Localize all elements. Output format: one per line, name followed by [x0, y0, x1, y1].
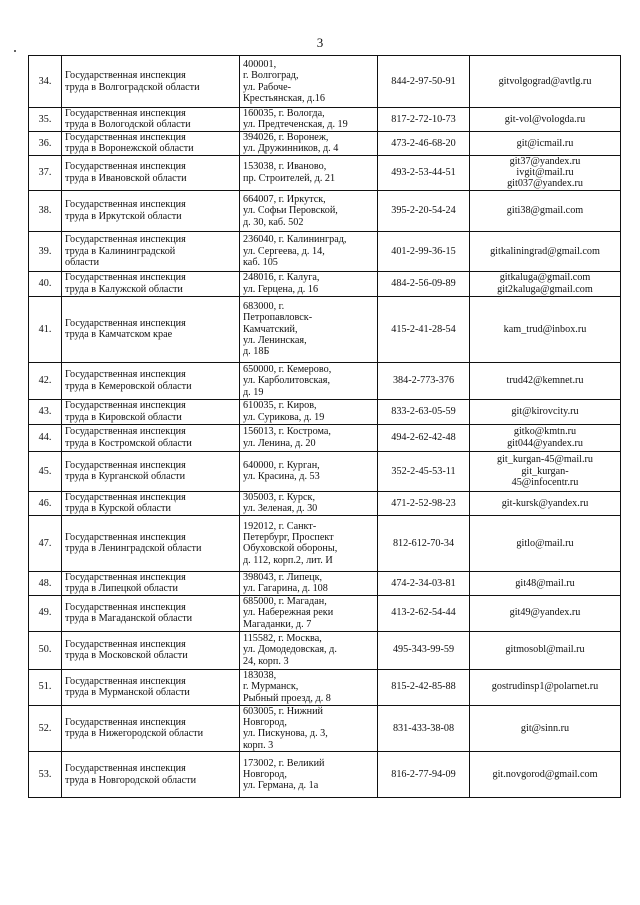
email-cell	[470, 571, 621, 595]
phone-cell	[378, 752, 470, 798]
inspection-name-cell	[62, 56, 240, 108]
address-line: д. 30, каб. 502	[243, 216, 304, 228]
inspection-name-cell	[62, 399, 240, 424]
email-address: git48@mail.ru	[515, 577, 575, 589]
table-row	[29, 669, 621, 705]
phone-cell	[378, 296, 470, 362]
address-cell	[240, 669, 378, 705]
inspection-name-cell	[62, 491, 240, 515]
phone-cell	[378, 705, 470, 752]
row-number-cell	[29, 399, 62, 424]
email-address: trud42@kemnet.ru	[506, 375, 584, 387]
phone-cell	[378, 631, 470, 669]
email-cell	[470, 108, 621, 132]
address-line: ул. Сергеева, д. 14,	[243, 245, 325, 257]
row-number-cell	[29, 705, 62, 752]
inspection-name-cell	[62, 631, 240, 669]
inspection-name-cell	[62, 155, 240, 190]
address-line: 153038, г. Иваново,	[243, 161, 327, 173]
table-row	[29, 705, 621, 752]
inspection-name-cell	[62, 296, 240, 362]
email-cell	[470, 451, 621, 491]
inspection-name-line: Государственная инспекция	[65, 571, 186, 583]
address-line: 305003, г. Курск,	[243, 491, 316, 503]
phone-cell	[378, 190, 470, 231]
phone-number: 413-2-62-54-44	[391, 607, 456, 619]
email-address: git044@yandex.ru	[507, 437, 583, 449]
phone-number: 352-2-45-53-11	[391, 465, 456, 477]
row-number: 36.	[38, 137, 52, 149]
address-cell	[240, 399, 378, 424]
table-row	[29, 451, 621, 491]
row-number: 41.	[38, 323, 52, 335]
address-line: ул. Рабоче-	[243, 81, 292, 93]
email-address: git@icmail.ru	[516, 137, 574, 149]
phone-number: 484-2-56-09-89	[391, 278, 456, 290]
inspection-name-line: труда в Магаданской области	[65, 613, 193, 625]
address-cell	[240, 451, 378, 491]
email-address: git_kurgan-	[521, 465, 569, 477]
inspection-name-line: Государственная инспекция	[65, 459, 186, 471]
address-line: Обуховской обороны,	[243, 543, 338, 555]
phone-cell	[378, 108, 470, 132]
address-line: ул. Карболитовская,	[243, 375, 331, 387]
row-number: 40.	[38, 278, 52, 290]
inspection-name-cell	[62, 571, 240, 595]
inspection-name-line: труда в Липецкой области	[65, 583, 178, 595]
email-address: gostrudinsp1@polarnet.ru	[491, 681, 599, 693]
table-row	[29, 190, 621, 231]
address-line: д. 18Б	[243, 346, 270, 358]
email-cell	[470, 362, 621, 399]
email-address: ivgit@mail.ru	[516, 167, 574, 179]
address-line: 248016, г. Калуга,	[243, 272, 320, 284]
inspection-name-line: труда в Новгородской области	[65, 774, 197, 786]
inspection-name-line: труда в Курганской области	[65, 471, 186, 483]
phone-number: 495-343-99-59	[392, 644, 455, 656]
address-line: ул. Пискунова, д. 3,	[243, 728, 328, 740]
phone-cell	[378, 56, 470, 108]
table-row	[29, 424, 621, 451]
email-cell	[470, 271, 621, 296]
address-line: д. 19	[243, 386, 264, 398]
email-cell	[470, 631, 621, 669]
phone-number: 494-2-62-42-48	[391, 432, 456, 444]
inspection-name-cell	[62, 451, 240, 491]
address-cell	[240, 131, 378, 155]
row-number: 46.	[38, 497, 52, 509]
address-cell	[240, 362, 378, 399]
inspection-name-line: труда в Вологодской области	[65, 119, 191, 131]
address-line: ул. Дружинников, д. 4	[243, 143, 339, 155]
row-number-cell	[29, 56, 62, 108]
inspection-name-line: Государственная инспекция	[65, 426, 186, 438]
inspection-name-line: Государственная инспекция	[65, 317, 186, 329]
email-cell	[470, 231, 621, 271]
phone-cell	[378, 451, 470, 491]
table-row	[29, 131, 621, 155]
inspection-name-line: труда в Кировской области	[65, 411, 182, 423]
email-address: 45@infocentr.ru	[511, 477, 579, 489]
row-number-cell	[29, 296, 62, 362]
address-cell	[240, 424, 378, 451]
table-row	[29, 571, 621, 595]
phone-number: 844-2-97-50-91	[391, 75, 456, 87]
address-line: 115582, г. Москва,	[243, 633, 322, 645]
row-number: 48.	[38, 577, 52, 589]
address-line: 192012, г. Санкт-	[243, 520, 317, 532]
inspection-name-line: труда в Волгоградской области	[65, 81, 200, 93]
phone-cell	[378, 271, 470, 296]
address-line: 650000, г. Кемерово,	[243, 363, 332, 375]
email-address: gitmosobl@mail.ru	[505, 644, 585, 656]
phone-number: 473-2-46-68-20	[391, 137, 456, 149]
email-address: giti38@gmail.com	[506, 205, 584, 217]
address-line: ул. Красина, д. 53	[243, 471, 320, 483]
row-number: 39.	[38, 245, 52, 257]
row-number: 38.	[38, 205, 52, 217]
inspection-name-line: Государственная инспекция	[65, 234, 186, 246]
inspection-name-line: Государственная инспекция	[65, 369, 186, 381]
row-number-cell	[29, 131, 62, 155]
address-line: 173002, г. Великий	[243, 757, 325, 769]
address-line: ул. Ленина, д. 20	[243, 437, 316, 449]
email-address: git.novgorod@gmail.com	[492, 769, 598, 781]
row-number: 35.	[38, 113, 52, 125]
inspection-name-line: труда в Ленинградской области	[65, 543, 202, 555]
address-cell	[240, 271, 378, 296]
inspection-name-cell	[62, 595, 240, 631]
row-number-cell	[29, 271, 62, 296]
row-number-cell	[29, 451, 62, 491]
email-cell	[470, 669, 621, 705]
email-address: gitko@kmtn.ru	[513, 426, 577, 438]
email-address: gitkaluga@gmail.com	[499, 272, 591, 284]
inspection-name-line: труда в Камчатском крае	[65, 329, 173, 341]
inspection-name-line: труда в Московской области	[65, 650, 188, 662]
table-row	[29, 515, 621, 571]
email-address: gitvolgograd@avtlg.ru	[498, 75, 592, 87]
address-line: г. Волгоград,	[243, 70, 299, 82]
email-address: git_kurgan-45@mail.ru	[496, 454, 594, 466]
address-line: ул. Предтеченская, д. 19	[243, 119, 348, 131]
inspection-name-cell	[62, 424, 240, 451]
row-number: 53.	[38, 769, 52, 781]
address-line: Магаданки, д. 7	[243, 618, 312, 630]
email-address: git49@yandex.ru	[509, 607, 581, 619]
phone-number: 471-2-52-98-23	[391, 497, 456, 509]
address-line: Рыбный проезд, д. 8	[243, 692, 331, 704]
table-row	[29, 491, 621, 515]
phone-cell	[378, 399, 470, 424]
row-number: 43.	[38, 406, 52, 418]
address-cell	[240, 515, 378, 571]
inspection-name-line: труда в Иркутской области	[65, 210, 182, 222]
phone-cell	[378, 155, 470, 190]
row-number-cell	[29, 424, 62, 451]
inspection-name-line: Государственная инспекция	[65, 108, 186, 119]
table-body	[29, 56, 621, 798]
inspection-name-line: области	[65, 257, 100, 269]
address-line: 24, корп. 3	[243, 655, 289, 667]
address-line: ул. Гагарина, д. 108	[243, 583, 328, 595]
inspection-name-line: Государственная инспекция	[65, 601, 186, 613]
phone-number: 816-2-77-94-09	[391, 769, 456, 781]
inspection-name-line: труда в Нижегородской области	[65, 728, 204, 740]
inspection-name-line: Государственная инспекция	[65, 131, 186, 143]
phone-number: 812-612-70-34	[392, 537, 455, 549]
email-cell	[470, 752, 621, 798]
inspection-name-cell	[62, 231, 240, 271]
table-row	[29, 631, 621, 669]
inspection-name-cell	[62, 190, 240, 231]
inspection-name-line: Государственная инспекция	[65, 272, 186, 284]
table-row	[29, 271, 621, 296]
row-number-cell	[29, 190, 62, 231]
row-number: 37.	[38, 167, 52, 179]
email-cell	[470, 399, 621, 424]
email-cell	[470, 595, 621, 631]
phone-number: 384-2-773-376	[392, 375, 455, 387]
inspection-name-line: Государственная инспекция	[65, 531, 186, 543]
address-line: Новгород,	[243, 717, 287, 729]
address-line: 394026, г. Воронеж,	[243, 131, 329, 143]
table-row	[29, 108, 621, 132]
inspection-name-cell	[62, 705, 240, 752]
email-cell	[470, 296, 621, 362]
phone-number: 815-2-42-85-88	[391, 681, 456, 693]
inspection-name-line: труда в Калининградской	[65, 245, 176, 257]
email-cell	[470, 190, 621, 231]
address-line: Петербург, Проспект	[243, 531, 334, 543]
phone-cell	[378, 362, 470, 399]
address-line: корп. 3	[243, 739, 274, 751]
email-cell	[470, 424, 621, 451]
address-line: ул. Герцена, д. 16	[243, 283, 319, 295]
table-row	[29, 296, 621, 362]
inspection-name-cell	[62, 752, 240, 798]
row-number: 50.	[38, 644, 52, 656]
table-row	[29, 56, 621, 108]
phone-cell	[378, 231, 470, 271]
row-number-cell	[29, 231, 62, 271]
phone-cell	[378, 515, 470, 571]
email-address: git-vol@vologda.ru	[504, 113, 586, 125]
row-number: 49.	[38, 607, 52, 619]
phone-number: 395-2-20-54-24	[391, 205, 456, 217]
address-cell	[240, 231, 378, 271]
phone-number: 831-433-38-08	[392, 722, 455, 734]
row-number: 51.	[38, 681, 52, 693]
phone-cell	[378, 571, 470, 595]
address-line: 664007, г. Иркутск,	[243, 193, 326, 205]
email-address: git2kaluga@gmail.com	[497, 283, 593, 295]
address-line: Крестьянская, д.16	[243, 92, 325, 104]
inspection-name-line: труда в Кемеровской области	[65, 380, 192, 392]
phone-number: 493-2-53-44-51	[391, 167, 456, 179]
address-line: ул. Домодедовская, д.	[243, 644, 337, 656]
row-number: 45.	[38, 465, 52, 477]
email-cell	[470, 705, 621, 752]
table-row	[29, 155, 621, 190]
address-line: пр. Строителей, д. 21	[243, 172, 336, 184]
table-row	[29, 231, 621, 271]
table-row	[29, 595, 621, 631]
address-cell	[240, 571, 378, 595]
inspection-name-cell	[62, 362, 240, 399]
inspection-contacts-table	[28, 55, 621, 798]
inspection-name-line: труда в Мурманской области	[65, 687, 190, 699]
row-number-cell	[29, 515, 62, 571]
row-number: 47.	[38, 537, 52, 549]
address-line: 156013, г. Кострома,	[243, 426, 331, 438]
address-cell	[240, 752, 378, 798]
inspection-name-line: труда в Костромской области	[65, 437, 192, 449]
email-address: git@sinn.ru	[520, 722, 570, 734]
email-address: git037@yandex.ru	[507, 178, 583, 190]
address-line: ул. Ленинская,	[243, 335, 307, 347]
page-number: 3	[316, 35, 324, 50]
address-line: Камчатский,	[243, 323, 298, 335]
inspection-name-line: труда в Калужской области	[65, 283, 183, 295]
phone-cell	[378, 424, 470, 451]
inspection-name-line: труда в Ивановской области	[65, 172, 187, 184]
address-line: ул. Сурикова, д. 19	[243, 411, 325, 423]
row-number-cell	[29, 155, 62, 190]
address-cell	[240, 56, 378, 108]
inspection-name-line: Государственная инспекция	[65, 763, 186, 775]
inspection-name-cell	[62, 108, 240, 132]
phone-number: 474-2-34-03-81	[391, 577, 456, 589]
address-line: ул. Германа, д. 1а	[243, 780, 319, 792]
address-line: 400001,	[243, 58, 277, 70]
inspection-name-line: труда в Воронежской области	[65, 143, 194, 155]
row-number-cell	[29, 669, 62, 705]
email-address: kam_trud@inbox.ru	[503, 323, 587, 335]
email-address: gitlo@mail.ru	[516, 537, 574, 549]
address-line: 683000, г.	[243, 300, 285, 312]
address-cell	[240, 705, 378, 752]
address-line: 610035, г. Киров,	[243, 400, 317, 412]
address-line: 183038,	[243, 670, 277, 682]
row-number: 44.	[38, 432, 52, 444]
email-cell	[470, 491, 621, 515]
inspection-name-line: Государственная инспекция	[65, 199, 186, 211]
address-line: каб. 105	[243, 257, 278, 269]
phone-number: 401-2-99-36-15	[391, 245, 456, 257]
inspection-name-line: Государственная инспекция	[65, 491, 186, 503]
email-cell	[470, 515, 621, 571]
inspection-name-cell	[62, 131, 240, 155]
phone-cell	[378, 669, 470, 705]
inspection-name-cell	[62, 271, 240, 296]
address-cell	[240, 595, 378, 631]
inspection-name-line: труда в Курской области	[65, 503, 171, 515]
inspection-name-line: Государственная инспекция	[65, 400, 186, 412]
row-number-cell	[29, 571, 62, 595]
address-line: 160035, г. Вологда,	[243, 108, 325, 119]
address-cell	[240, 155, 378, 190]
row-number: 42.	[38, 375, 52, 387]
phone-cell	[378, 595, 470, 631]
row-number: 52.	[38, 722, 52, 734]
address-cell	[240, 190, 378, 231]
email-address: git37@yandex.ru	[509, 155, 581, 167]
address-line: 685000, г. Магадан,	[243, 596, 327, 608]
email-address: git@kirovcity.ru	[511, 406, 579, 418]
email-address: git-kursk@yandex.ru	[501, 497, 589, 509]
table-row	[29, 362, 621, 399]
row-number-cell	[29, 595, 62, 631]
address-line: 603005, г. Нижний	[243, 705, 323, 717]
address-line: д. 112, корп.2, лит. И	[243, 554, 333, 566]
address-cell	[240, 108, 378, 132]
email-cell	[470, 56, 621, 108]
address-line: ул. Набережная реки	[243, 607, 334, 619]
address-line: ул. Софьи Перовской,	[243, 205, 338, 217]
row-number: 34.	[38, 75, 52, 87]
address-line: ул. Зеленая, д. 30	[243, 503, 318, 515]
inspection-name-line: Государственная инспекция	[65, 161, 186, 173]
address-line: Новгород,	[243, 769, 287, 781]
phone-number: 833-2-63-05-59	[391, 406, 456, 418]
phone-number: 415-2-41-28-54	[391, 323, 456, 335]
row-number-cell	[29, 362, 62, 399]
inspection-name-line: Государственная инспекция	[65, 70, 186, 82]
table-row	[29, 399, 621, 424]
table-row	[29, 752, 621, 798]
row-number-cell	[29, 752, 62, 798]
phone-number: 817-2-72-10-73	[391, 113, 456, 125]
address-line: 236040, г. Калининград,	[243, 234, 347, 246]
address-cell	[240, 631, 378, 669]
row-number-cell	[29, 631, 62, 669]
email-cell	[470, 155, 621, 190]
row-number-cell	[29, 108, 62, 132]
address-line: Петропавловск-	[243, 312, 313, 324]
inspection-name-line: Государственная инспекция	[65, 675, 186, 687]
address-line: 398043, г. Липецк,	[243, 571, 323, 583]
address-line: 640000, г. Курган,	[243, 459, 320, 471]
address-line: г. Мурманск,	[243, 681, 299, 693]
phone-cell	[378, 131, 470, 155]
address-cell	[240, 296, 378, 362]
email-address: gitkaliningrad@gmail.com	[490, 245, 600, 257]
inspection-name-cell	[62, 515, 240, 571]
address-cell	[240, 491, 378, 515]
inspection-name-cell	[62, 669, 240, 705]
row-number-cell	[29, 491, 62, 515]
email-cell	[470, 131, 621, 155]
inspection-name-line: Государственная инспекция	[65, 717, 186, 729]
phone-cell	[378, 491, 470, 515]
inspection-name-line: Государственная инспекция	[65, 638, 186, 650]
